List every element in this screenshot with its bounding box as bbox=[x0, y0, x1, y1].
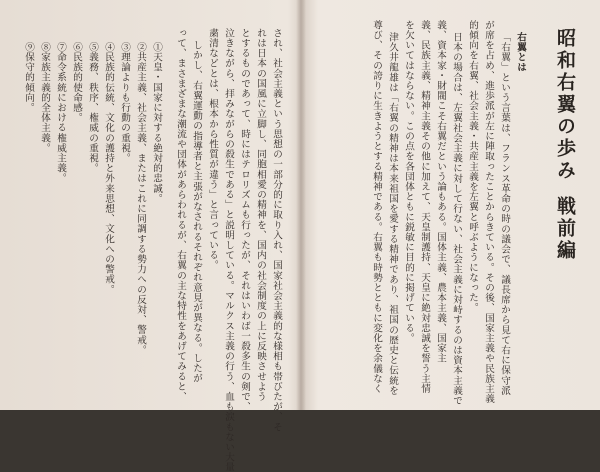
list-item: ⑧家族主義的全体主義。 bbox=[39, 42, 50, 154]
text-line: 尊び、その誇りに生きようとする精神である。右翼も時勢とともに変化を余儀なく bbox=[371, 20, 382, 394]
text-line: を欠いてはならない。この点を各団体ともに鋭敏に目的に掲げている。 bbox=[403, 20, 414, 344]
title-suffix: 戦前編 bbox=[554, 196, 576, 262]
text-line: 日本の場合は、左翼社会主義に対して行ない、社会主義に対峙するのは資本主義で bbox=[451, 32, 462, 406]
list-item: ④民族的伝統、文化の護持と外来思想、文化への警戒。 bbox=[103, 42, 114, 295]
text-line: が席を占め、進歩派が左に陣取ったことからきている。その後、国家主義や民族主義 bbox=[483, 20, 494, 404]
text-line: 的傾向を右翼、社会主義・共産主義を左翼と呼ぶようになった。 bbox=[467, 20, 478, 313]
text-line: 義、資本家・財閥こそ右翼だという論もある。国体主義、農本主義、国家主 bbox=[435, 20, 446, 364]
chapter-title bbox=[552, 28, 579, 262]
text-line: 義、民族主義、精神主義その他に加えて、天皇制護持、天皇に絶対忠誠を誓う主情 bbox=[419, 20, 430, 394]
text-line: しかし、右翼運動の指導者と主張がなされるそれぞれ意見が異なる。したが bbox=[191, 40, 202, 384]
list-item: ②共産主義、社会主義、またはこれに同調する勢力への反対、警戒。 bbox=[135, 42, 146, 356]
list-item: ⑦命令系統における権威主義。 bbox=[55, 42, 66, 184]
text-line: され、社会主義という思想の一部分的に取り入れ、国家社会主義的な様相も帯びたが、そ bbox=[271, 28, 282, 432]
text-line: れは日本の国風に立脚し、同胞相愛の精神を、国内の社会制度の上に反映させよう bbox=[255, 28, 266, 402]
text-line: 「右翼」という言葉は、フランス革命の時の議会で、議長席から見て右に保守派 bbox=[499, 32, 510, 396]
list-item: ③理論よりも行動の重視。 bbox=[119, 42, 130, 164]
text-line: って、まさまざまな潮流や団体があらわれるが、右翼の主な特性をあげてみると、 bbox=[175, 28, 186, 402]
list-item: ⑤義務、秩序、権威の重視。 bbox=[87, 42, 98, 174]
text-line: 津久井龍雄は「右翼の精神は本来祖国を愛する精神であり、祖国の歴史と伝統を bbox=[387, 32, 398, 396]
list-item: ⑥民族的使命感。 bbox=[71, 42, 82, 123]
text-line: とするものであって、時にはテロリズムも行ったが、それはいわば一殺多生の剣で、 bbox=[239, 28, 250, 412]
section-heading: 右翼とは bbox=[515, 32, 526, 73]
list-item: ⑨保守的傾向。 bbox=[23, 42, 34, 113]
book-gutter bbox=[296, 0, 306, 410]
text-line: 泣きながら、拝みながらの殺生である」と説明している。マルクス主義の行う、血も涙もない大量 bbox=[223, 28, 234, 472]
list-item: ①天皇・国家に対する絶対的忠誠。 bbox=[151, 42, 162, 204]
text-line: 粛清などとは、根本から性質が違う」と言っている。 bbox=[207, 28, 218, 271]
title-main: 昭和右翼の歩み bbox=[554, 28, 576, 182]
